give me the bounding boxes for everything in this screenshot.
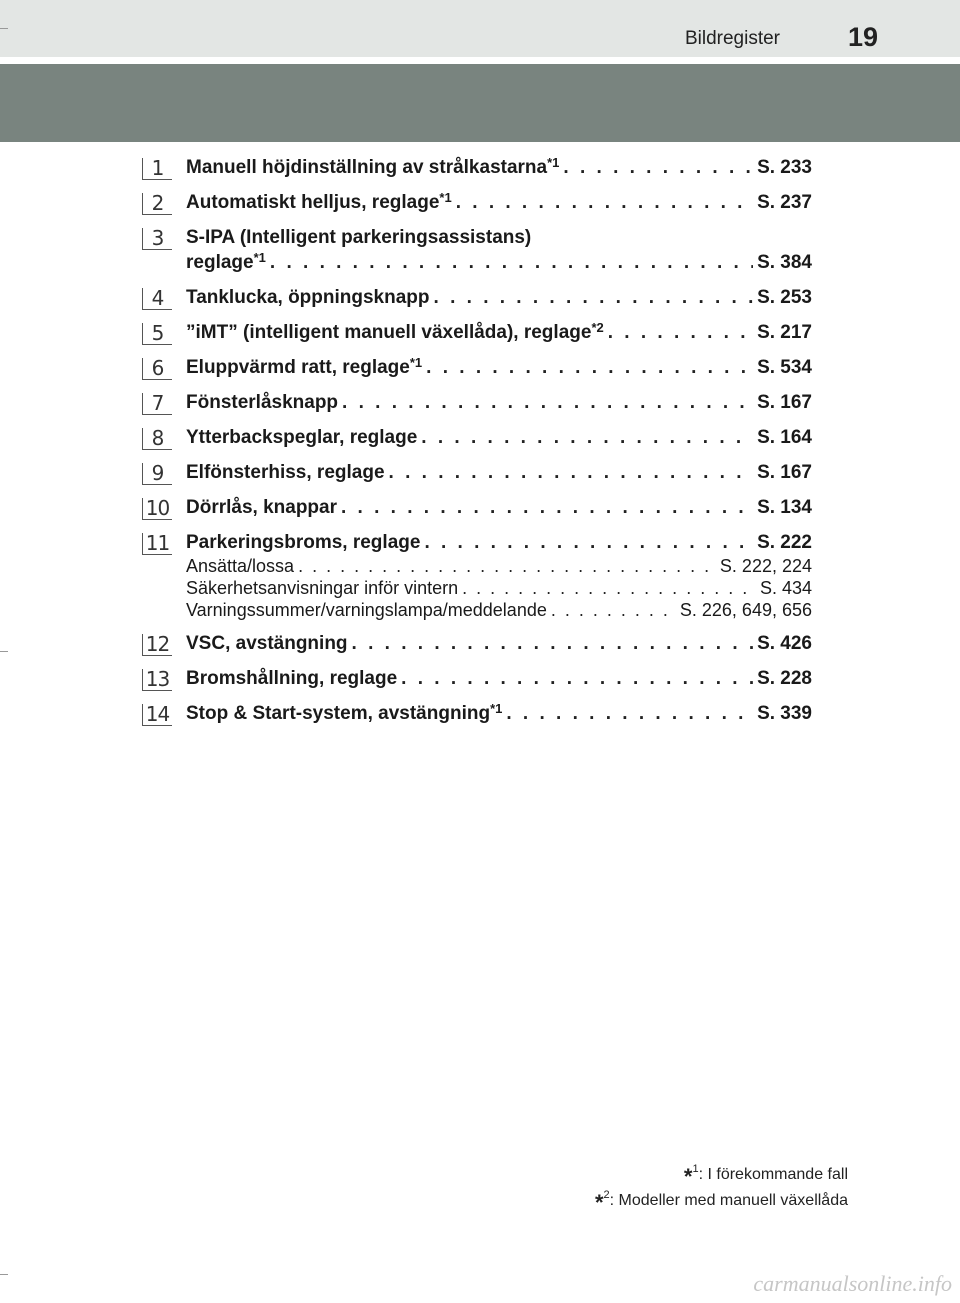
entry-line: [186, 425, 812, 450]
page-reference-link[interactable]: S. 164: [757, 427, 812, 448]
entry-label-text: VSC, avstängning: [186, 633, 348, 654]
entry-line: [186, 320, 812, 345]
crop-mark: [0, 28, 8, 29]
footnote-number: 1: [692, 1163, 699, 1175]
entry-line: [186, 701, 812, 726]
footnote-text: : I förekommande fall: [698, 1166, 848, 1183]
entry-number-badge: 10: [142, 498, 172, 520]
header-band: [0, 0, 960, 57]
page-reference-link[interactable]: S. 384: [757, 252, 812, 273]
entry-number-badge: 8: [142, 428, 172, 450]
page-reference-link[interactable]: S. 134: [757, 497, 812, 518]
entry-label-text: Eluppvärmd ratt, reglage: [186, 357, 410, 378]
dot-leader: [424, 530, 753, 555]
entry-label-text: Tanklucka, öppningsknapp: [186, 287, 430, 308]
index-entry[interactable]: [140, 460, 812, 485]
index-entry[interactable]: [140, 190, 812, 215]
entry-line: [186, 190, 812, 215]
footnote-number: 2: [603, 1189, 610, 1201]
entry-line: [186, 355, 812, 380]
page-reference-link[interactable]: S. 233: [757, 157, 812, 178]
entry-line: [186, 631, 812, 656]
watermark: carmanualsonline.info: [753, 1271, 952, 1296]
page-reference-link[interactable]: S. 228: [757, 668, 812, 689]
page-reference-link[interactable]: S. 534: [757, 357, 812, 378]
footnote-marker: *2: [591, 320, 604, 335]
dot-leader: [434, 285, 754, 310]
dot-leader: [401, 666, 753, 691]
dot-leader: [270, 250, 753, 275]
entry-label-text: ”iMT” (intelligent manuell växellåda), reglage: [186, 322, 592, 343]
entry-line: [186, 460, 812, 485]
footnote: [595, 1163, 848, 1189]
entry-label-text: Bromshållning, reglage: [186, 668, 398, 689]
crop-mark: [0, 1274, 8, 1275]
section-title: Bildregister: [684, 28, 780, 49]
entry-label: [186, 425, 417, 450]
entry-label-text: Automatiskt helljus, reglage: [186, 192, 440, 213]
entry-label: [186, 460, 385, 485]
page-reference-link[interactable]: S. 226, 649, 656: [679, 600, 812, 620]
index-entry[interactable]: [140, 390, 812, 415]
entry-number-badge: 3: [142, 228, 172, 250]
page-reference-link[interactable]: S. 434: [759, 578, 812, 598]
dot-leader: [456, 190, 753, 215]
footnote: [595, 1189, 848, 1215]
index-entry[interactable]: [140, 666, 812, 691]
entry-label: [186, 155, 559, 180]
entry-label: [186, 390, 338, 415]
crop-mark: [0, 651, 8, 652]
page-reference-link[interactable]: S. 426: [757, 633, 812, 654]
entry-label: [186, 530, 420, 555]
entry-label: [186, 320, 604, 345]
entry-line: [186, 285, 812, 310]
entry-number-badge: 12: [142, 634, 172, 656]
page-reference-link[interactable]: S. 167: [757, 392, 812, 413]
entry-number-badge: 6: [142, 358, 172, 380]
dot-leader: [426, 355, 753, 380]
dot-leader: [421, 425, 753, 450]
footnote-text: : Modeller med manuell växellåda: [609, 1192, 848, 1209]
dot-leader: [341, 495, 753, 520]
footnote-marker: *1: [409, 355, 423, 370]
entry-label-text: Elfönsterhiss, reglage: [186, 462, 385, 483]
page-reference-link[interactable]: S. 217: [757, 322, 812, 343]
entry-number-badge: 1: [142, 158, 172, 180]
dot-leader: [506, 701, 753, 726]
entry-label-text: Ytterbackspeglar, reglage: [186, 427, 418, 448]
entry-number-badge: 2: [142, 193, 172, 215]
footnotes: [595, 1163, 848, 1215]
index-entry[interactable]: [140, 285, 812, 310]
dot-leader: [551, 599, 676, 621]
index-entry[interactable]: [140, 425, 812, 450]
dot-leader: [462, 577, 756, 599]
entry-label-text: Fönsterlåsknapp: [186, 392, 339, 413]
index-entry[interactable]: [140, 320, 812, 345]
index-list: [140, 155, 812, 736]
entry-label: [186, 666, 397, 691]
entry-label-text: Parkeringsbroms, reglage: [186, 532, 421, 553]
entry-number-badge: 5: [142, 323, 172, 345]
entry-number-badge: 11: [142, 533, 172, 555]
sub-entry-label: Varningssummer/varningslampa/meddelande: [186, 600, 547, 620]
entry-line: [186, 530, 812, 555]
page-number: 19: [847, 22, 878, 52]
index-entry[interactable]: [140, 225, 812, 275]
dot-leader: [342, 390, 753, 415]
entry-line: [186, 666, 812, 691]
entry-label-text: Stop & Start-system, avstängning: [186, 703, 491, 724]
entry-label: [186, 355, 422, 380]
footnote-star: *: [594, 1190, 604, 1215]
entry-number-badge: 7: [142, 393, 172, 415]
dot-leader: [352, 631, 754, 656]
page-reference-link[interactable]: S. 222, 224: [719, 556, 812, 576]
illustration-band: [0, 64, 960, 142]
sub-entry[interactable]: [186, 599, 812, 621]
index-entry[interactable]: [140, 530, 812, 621]
index-entry[interactable]: [140, 355, 812, 380]
index-entry[interactable]: [140, 631, 812, 656]
sub-entry[interactable]: [186, 555, 812, 577]
entry-label: [186, 190, 452, 215]
entry-label: [186, 285, 430, 310]
entry-line: [186, 495, 812, 520]
entry-label: [186, 631, 348, 656]
entry-number-badge: 9: [142, 463, 172, 485]
sub-entry[interactable]: [186, 577, 812, 599]
page-reference-link[interactable]: S. 222: [757, 532, 812, 553]
footnote-marker: *1: [490, 701, 503, 716]
entry-label-text: Manuell höjdinställning av strålkastarna: [186, 157, 548, 178]
index-entry[interactable]: [140, 495, 812, 520]
page-reference-link[interactable]: S. 167: [757, 462, 812, 483]
dot-leader: [298, 555, 716, 577]
footnote-marker: *1: [439, 190, 452, 205]
sub-entry-label: Ansätta/lossa: [186, 556, 295, 576]
footnote-star: *: [683, 1164, 693, 1189]
dot-leader: [389, 460, 754, 485]
sub-entry-label: Säkerhetsanvisningar inför vintern: [186, 578, 459, 598]
entry-label-line: S-IPA (Intelligent parkeringsassistans): [186, 227, 532, 248]
entry-label: [186, 701, 502, 726]
entry-line: [186, 390, 812, 415]
entry-label-text: reglage: [186, 252, 254, 273]
footnote-marker: *1: [547, 155, 560, 170]
entry-line: [186, 155, 812, 180]
entry-number-badge: 4: [142, 288, 172, 310]
page-reference-link[interactable]: S. 237: [757, 192, 812, 213]
footnote-marker: *1: [253, 250, 266, 265]
entry-label: [186, 250, 266, 275]
index-entry[interactable]: [140, 155, 812, 180]
entry-number-badge: 14: [142, 704, 172, 726]
dot-leader: [608, 320, 753, 345]
page-reference-link[interactable]: S. 253: [757, 287, 812, 308]
entry-number-badge: 13: [142, 669, 172, 691]
page-reference-link[interactable]: S. 339: [757, 703, 812, 724]
entry-label-text: Dörrlås, knappar: [186, 497, 337, 518]
entry-line: [186, 250, 812, 275]
entry-label: [186, 495, 337, 520]
index-entry[interactable]: [140, 701, 812, 726]
dot-leader: [563, 155, 753, 180]
